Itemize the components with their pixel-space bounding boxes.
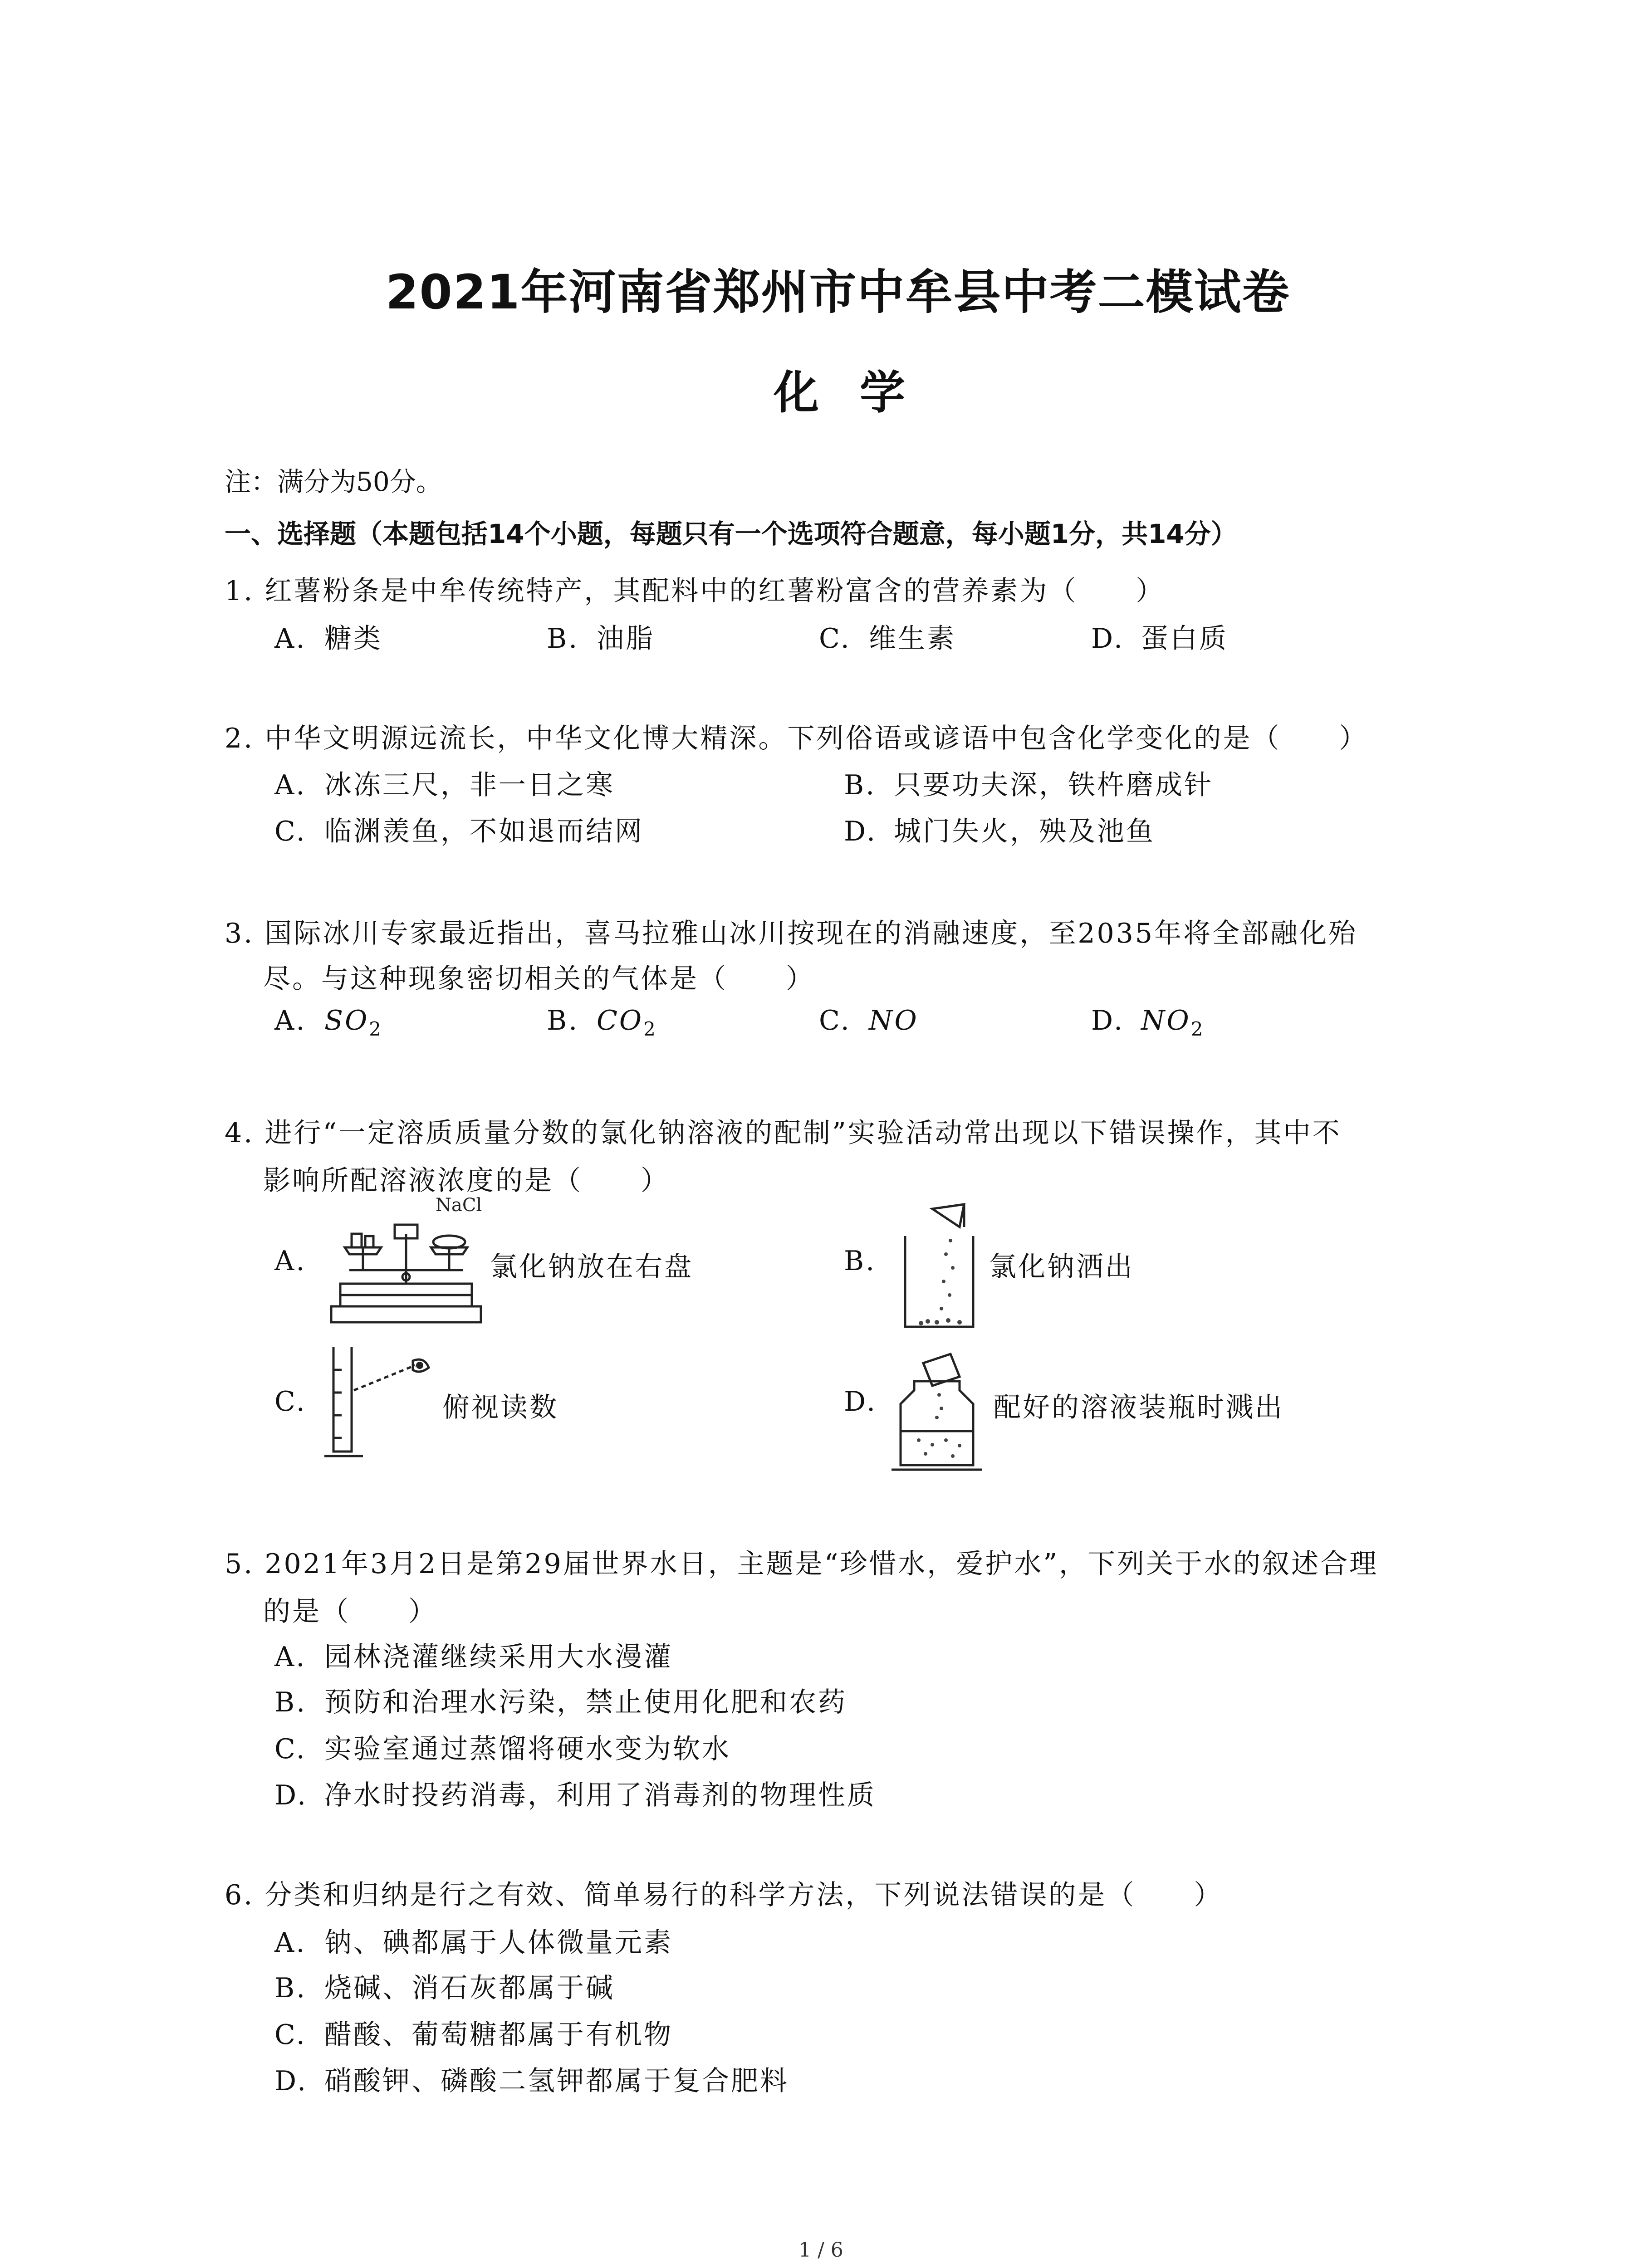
subject-title: 化学 [774, 366, 946, 419]
question-4-stem-line2: 影响所配溶液浓度的是（ ） [263, 1165, 670, 1197]
beaker-spill-figure [896, 1200, 987, 1331]
question-1-option-b: B. 油脂 [547, 623, 655, 655]
question-5-stem-line2: 的是（ ） [263, 1596, 437, 1628]
question-2-option-a: A. 冰冻三尺，非一日之寒 [274, 769, 615, 801]
question-4-option-c-label: C. [274, 1386, 307, 1418]
question-2-option-b: B. 只要功夫深，铁杵磨成针 [844, 769, 1213, 801]
question-6-stem: 6. 分类和归纳是行之有效、简单易行的科学方法，下列说法错误的是（ ） [225, 1879, 1223, 1911]
question-4-option-b-text: 氯化钠洒出 [989, 1251, 1134, 1283]
question-5-stem-line1: 5. 2021年3月2日是第29届世界水日，主题是“珍惜水，爱护水”，下列关于水的叙述合理 [225, 1548, 1379, 1580]
question-5-option-a: A. 园林浇灌继续采用大水漫灌 [274, 1641, 673, 1673]
score-note: 注：满分为50分。 [225, 466, 442, 497]
question-5-option-b: B. 预防和治理水污染，禁止使用化肥和农药 [274, 1686, 847, 1718]
question-2-option-c: C. 临渊羡鱼，不如退而结网 [274, 816, 644, 847]
nacl-label: NaCl [436, 1195, 482, 1216]
question-5-option-d: D. 净水时投药消毒，利用了消毒剂的物理性质 [274, 1779, 876, 1811]
question-6-option-c: C. 醋酸、葡萄糖都属于有机物 [274, 2019, 673, 2051]
question-4-option-a-label: A. [274, 1245, 307, 1277]
question-1-option-c: C. 维生素 [819, 623, 956, 655]
question-4-stem-line1: 4. 进行“一定溶质质量分数的氯化钠溶液的配制”实验活动常出现以下错误操作，其中不 [225, 1117, 1342, 1149]
section-heading: 一、选择题（本题包括14个小题，每题只有一个选项符合题意，每小题1分，共14分） [225, 518, 1237, 549]
question-3-option-b: B. $CO_2$ [547, 1005, 657, 1040]
question-6-option-a: A. 钠、碘都属于人体微量元素 [274, 1927, 673, 1959]
question-4-option-d-text: 配好的溶液装瓶时溅出 [994, 1392, 1284, 1423]
cylinder-reading-figure [320, 1343, 438, 1465]
question-6-option-b: B. 烧碱、消石灰都属于碱 [274, 1972, 615, 2004]
question-4-option-c-text: 俯视读数 [442, 1392, 558, 1423]
bottle-pouring-figure [887, 1327, 991, 1476]
question-2-stem: 2. 中华文明源远流长，中华文化博大精深。下列俗语或谚语中包含化学变化的是（ ） [225, 723, 1368, 754]
question-3-option-a: A. $SO_2$ [274, 1005, 383, 1040]
page-title: 2021年河南省郑州市中牟县中考二模试卷 [386, 264, 1290, 320]
question-1-option-a: A. 糖类 [274, 623, 382, 655]
question-4-option-b-label: B. [844, 1245, 877, 1277]
question-3-stem-line1: 3. 国际冰川专家最近指出，喜马拉雅山冰川按现在的消融速度，至2035年将全部融化殆 [225, 918, 1358, 949]
question-1-option-d: D. 蛋白质 [1091, 623, 1228, 655]
question-6-option-d: D. 硝酸钾、磷酸二氢钾都属于复合肥料 [274, 2065, 789, 2097]
page-number: 1 / 6 [798, 2239, 843, 2262]
question-3-option-d: D. $NO_2$ [1091, 1005, 1205, 1040]
question-5-option-c: C. 实验室通过蒸馏将硬水变为软水 [274, 1733, 731, 1765]
question-1-stem: 1. 红薯粉条是中牟传统特产，其配料中的红薯粉富含的营养素为（ ） [225, 575, 1165, 607]
balance-scale-figure [327, 1193, 485, 1329]
question-3-option-c: C. NO [819, 1005, 919, 1036]
question-2-option-d: D. 城门失火，殃及池鱼 [844, 816, 1155, 847]
question-4-option-a-text: 氯化钠放在右盘 [490, 1251, 693, 1283]
question-3-stem-line2: 尽。与这种现象密切相关的气体是（ ） [263, 963, 815, 995]
question-4-option-d-label: D. [844, 1386, 877, 1418]
